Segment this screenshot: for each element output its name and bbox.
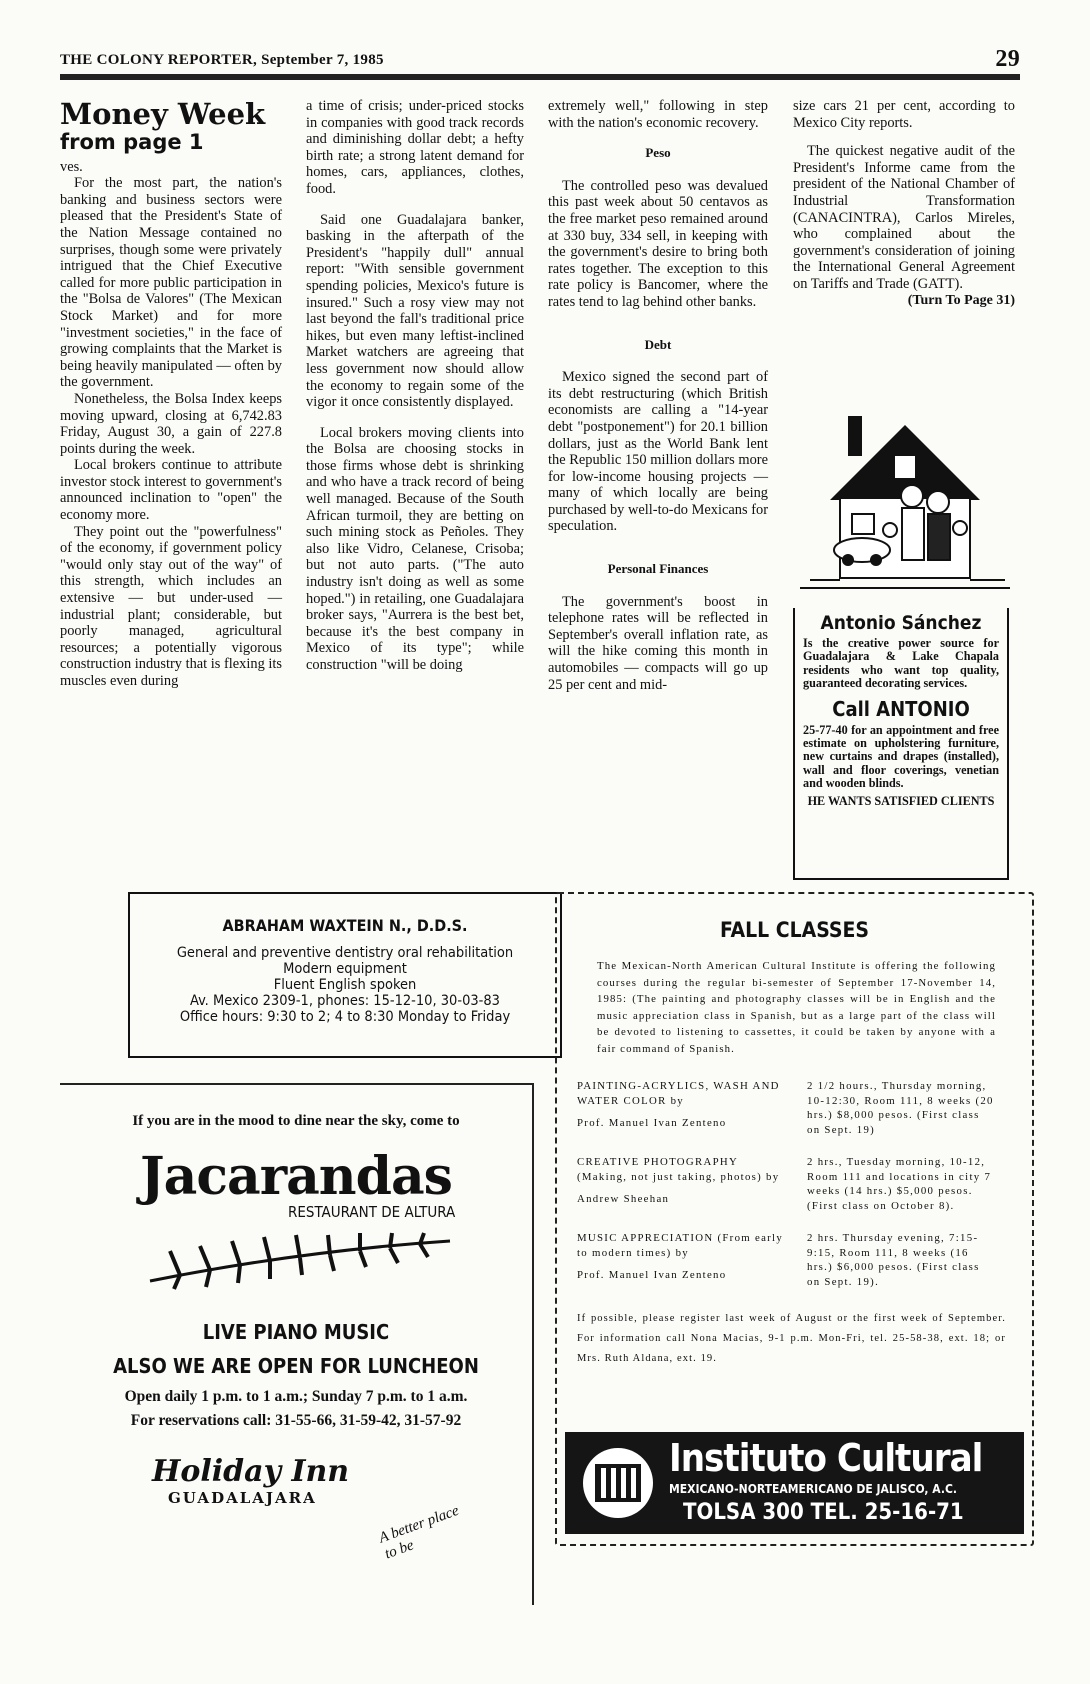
course-info: 2 hrs. Thursday evening, 7:15-9:15, Room 111, 8 weeks (16 hrs.) $6,000 pesos. (First class on Sept. 19).	[807, 1232, 980, 1288]
paragraph: ves.	[60, 158, 83, 175]
waxtein-dentist-ad	[128, 892, 562, 1058]
ad-music: LIVE PIANO MUSIC	[202, 1320, 390, 1344]
fern-leaf-icon	[140, 1231, 460, 1291]
masthead-title: THE COLONY REPORTER, September 7, 1985	[60, 52, 384, 68]
restaurant-name: Jacarandas	[140, 1146, 452, 1207]
paragraph: extremely well," following in step with the nation's economic recovery.	[548, 98, 768, 131]
article-column-2	[306, 98, 524, 674]
course-row	[557, 1137, 1032, 1213]
restaurant-subtitle: RESTAURANT DE ALTURA	[288, 1203, 456, 1221]
course-teacher: Prof. Manuel Ivan Zenteno	[577, 1269, 727, 1281]
article-column-4	[793, 98, 1015, 309]
ad-footer: If possible, please register last week of August or the first week of September. For information call Nona Macias, 9-1 p.m. Mon-Fri, tel. 25-58-38, ext. 18; or Mrs. Ruth Aldana, ext. 19.	[577, 1313, 1006, 1364]
instituto-banner	[565, 1432, 1024, 1534]
fall-classes-ad	[555, 892, 1034, 1546]
family-house-illustration	[800, 410, 1010, 605]
masthead-rule	[60, 74, 1020, 80]
article-column-3	[548, 98, 768, 693]
section-heading-peso: Peso	[645, 145, 671, 161]
course-teacher: Prof. Manuel Ivan Zenteno	[577, 1117, 727, 1129]
antonio-sanchez-ad	[793, 608, 1009, 880]
hotel-motto: A better place to be	[376, 1502, 462, 1563]
paragraph: Said one Guadalajara banker, basking in the afterpath of the President's "happily dull" annual report: "With sensible government spending policies, Mexico's future is insured." Such a rosy view may not last beyond the fall's traditional price hikes, but even many leftist-inclined Market watchers are agreeing that less government now should allow the economy to regain some of the vigor it once consistently displayed.	[306, 211, 524, 411]
hotel-logo: Holiday Inn	[152, 1454, 350, 1489]
paragraph: The government's boost in telephone rates will be reflected in September's overall inflation rate, as will the hike coming this month in automobiles — compacts will go up 25 per cent and mid-	[548, 593, 768, 693]
paragraph: They point out the "powerfulness" of the economy, if government policy "would only stay out of the way" of this strength, which includes an extensive — but under-used — industrial plant; considerable, but poorly managed, agricultural resources; a potentially vigorous construction industry that is flexing its muscles even during	[60, 523, 282, 689]
course-info: 2 hrs., Tuesday morning, 10-12, Room 111 and locations in city 7 weeks (14 hrs.) $5,000 pesos. (First class on October 8).	[807, 1156, 992, 1212]
section-heading-debt: Debt	[644, 336, 672, 352]
paragraph: a time of crisis; under-priced stocks in companies with good track records and diminishing dollar debt; a hefty birth rate; a strong latent demand for homes, cars, appliances, clothes, food.	[306, 98, 524, 197]
article-headline: Money Week	[60, 97, 266, 131]
institute-logo-icon	[581, 1446, 655, 1520]
ad-line: Modern equipment	[283, 961, 407, 977]
ad-title: FALL CLASSES	[719, 918, 870, 942]
ad-line: Office hours: 9:30 to 2; 4 to 8:30 Monday to Friday	[179, 1009, 511, 1025]
hotel-city: GUADALAJARA	[168, 1489, 317, 1507]
course-row	[557, 1213, 1032, 1289]
section-heading-personal-finances: Personal Finances	[607, 561, 709, 577]
paragraph: Nonetheless, the Bolsa Index keeps moving upward, closing at 6,742.83 Friday, August 30, a gain of 227.8 points during the week.	[60, 390, 282, 457]
paragraph: Local brokers continue to attribute investor stock interest to government's announced inclination to "open" the economy more.	[60, 457, 282, 524]
ad-tagline: Is the creative power source for Guadalajara & Lake Chapala residents who want top quality, guaranteed decorating services.	[803, 636, 999, 691]
jacarandas-ad	[60, 1083, 534, 1605]
ad-details: 25-77-40 for an appointment and free estimate on upholstering furniture, new curtains and drapes (installed), wall and floor coverings, venetian and wooden blinds.	[803, 722, 999, 791]
course-row	[557, 1057, 1032, 1137]
article-continued-from: from page 1	[60, 130, 204, 154]
course-name: PAINTING-ACRYLICS, WASH AND WATER COLOR by	[577, 1080, 780, 1107]
ad-hours: Open daily 1 p.m. to 1 a.m.; Sunday 7 p.m. to 1 a.m.	[124, 1388, 468, 1405]
ad-line: Fluent English spoken	[273, 977, 417, 993]
course-teacher: Andrew Sheehan	[577, 1193, 670, 1205]
paragraph: Mexico signed the second part of its debt restructuring (which British economists are calling a "14-year debt "postponement") for 20.1 billion dollars, just as the World Bank lent the Republic 150 million dollars more for low-income housing projects — many of which locally are being purchased by well-to-do Mexicans for speculation.	[548, 369, 768, 535]
ad-reservations: For reservations call: 31-55-66, 31-59-42, 31-57-92	[130, 1412, 462, 1429]
banner-address: TOLSA 300 TEL. 25-16-71	[683, 1500, 964, 1525]
paragraph: size cars 21 per cent, according to Mexico City reports.	[793, 98, 1015, 131]
paragraph: Local brokers moving clients into the Bolsa are choosing stocks in those firms whose debt is shrinking and who have a track record of being well managed. Because of the South African turmoil, they are betting on such mining stock as Peñoles. They also like Vidro, Celanese, Crisoba; but not auto parts. ("The auto industry isn't doing as well as some hoped.") in retailing, one Guadalajara broker says, "Aurrera is the best bet, because it's the best company in Mexico of its type"; while construction "will be doing	[306, 424, 524, 673]
masthead	[60, 46, 1020, 74]
article-column-1	[60, 98, 282, 690]
ad-title: ABRAHAM WAXTEIN N., D.D.S.	[222, 916, 468, 935]
course-name: CREATIVE PHOTOGRAPHY (Making, not just taking, photos) by	[577, 1156, 780, 1183]
ad-line: Av. Mexico 2309-1, phones: 15-12-10, 30-03-83	[190, 993, 500, 1009]
paragraph: The controlled peso was devalued this past week about 50 centavos as the free market peso remained around at 330 buy, 334 sell, in keeping with the government's desire to bring both rates together. The exception to this rate policy is Bancomer, where the rates tend to lag behind other banks.	[548, 177, 768, 310]
page-number: 29	[995, 46, 1020, 72]
paragraph: The quickest negative audit of the President's Informe came from the president of the National Chamber of Industrial Transformation (CANACINTRA), Carlos Mireles, who complained about the government's consideration of joining the International General Agreement on Tariffs and Trade (GATT).	[793, 143, 1015, 292]
ad-line: General and preventive dentistry oral rehabilitation	[176, 945, 514, 961]
ad-title: Antonio Sánchez	[820, 612, 982, 634]
ad-intro: If you are in the mood to dine near the sky, come to	[132, 1113, 460, 1129]
banner-subtitle: MEXICANO-NORTEAMERICANO DE JALISCO, A.C.	[669, 1482, 957, 1496]
ad-slogan: HE WANTS SATISFIED CLIENTS	[807, 793, 995, 808]
course-info: 2 1/2 hours., Thursday morning, 10-12:30, Room 111, 8 weeks (20 hrs.) $8,000 pesos. (First class on Sept. 19)	[807, 1080, 994, 1136]
ad-call: Call ANTONIO	[832, 696, 970, 721]
ad-lunch: ALSO WE ARE OPEN FOR LUNCHEON	[113, 1354, 479, 1378]
paragraph: For the most part, the nation's banking and business sectors were pleased that the President's State of the Nation Message contained no surprises, though some were privately intrigued that the Chief Executive called for more public participation in the "Bolsa de Valores" (The Mexican Stock Market) and for more "investment societies," in the face of growing complaints that the Market is being heavily manipulated — often by the government.	[60, 175, 282, 391]
turn-to-page: (Turn To Page 31)	[907, 292, 1015, 308]
banner-name: Instituto Cultural	[669, 1436, 983, 1480]
course-name: MUSIC APPRECIATION (From early to modern times) by	[577, 1232, 784, 1259]
ad-intro: The Mexican-North American Cultural Institute is offering the following courses during the regular bi-semester of September 17-November 14, 1985: (The painting and photography classes will be in English and the music appreciation class in Spanish, but as a large part of the class will be devoted to listening to cassettes, it could be taken by anyone with a fair command of Spanish.	[597, 960, 996, 1055]
